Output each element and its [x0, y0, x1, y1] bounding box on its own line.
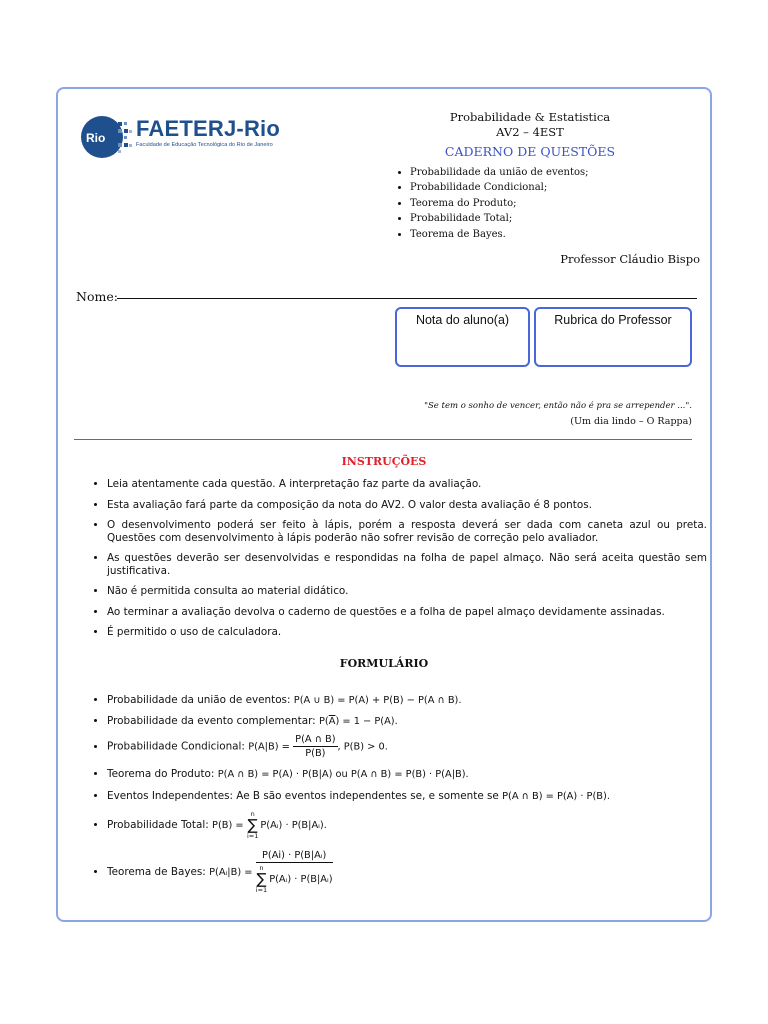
list-item: • Teorema do Produto;	[410, 196, 589, 211]
expr-part: , P(B) > 0.	[337, 741, 388, 753]
expr-part: P(B) =	[212, 820, 244, 831]
formula-expression	[319, 716, 398, 727]
formula-label: Probabilidade Condicional:	[107, 740, 245, 753]
expr-part: P(Aᵢ) · P(B|Aᵢ)	[269, 874, 333, 885]
formula-product	[107, 768, 469, 780]
list-item: • O desenvolvimento poderá ser feito à lápis, porém a resposta deverá ser dada com caneta azul ou preta. Questões com desenvolvimento à lápis poderão não sofrer revisão de correção pelo avaliador.	[107, 519, 707, 544]
name-label: Nome:	[76, 289, 118, 304]
list-item: • As questões deverão ser desenvolvidas e respondidas na folha de papel almaço. Não será aceita questão sem justificativa.	[107, 552, 707, 577]
formula-union	[107, 694, 461, 706]
professor-name: Professor Cláudio Bispo	[560, 252, 700, 266]
expr-part: P(Aᵢ) · P(B|Aᵢ).	[260, 820, 327, 831]
grade-box[interactable]: Nota do aluno(a)	[395, 307, 530, 367]
section-divider	[74, 439, 692, 440]
sum-lower: i=1	[255, 886, 268, 894]
list-item: • Não é permitida consulta ao material didático.	[107, 585, 707, 598]
list-item: • Teorema de Bayes.	[410, 227, 589, 242]
formula-label: Probabilidade da união de eventos:	[107, 694, 291, 706]
expr-part: $\overline{A}$	[328, 716, 336, 727]
list-item: • Probabilidade da união de eventos;	[410, 165, 589, 180]
logo-tagline: Faculdade de Educação Tecnológica do Rio de Janeiro	[136, 142, 273, 148]
sum-sigma-icon: ∑	[247, 816, 258, 834]
topics-list	[396, 165, 589, 242]
fraction-denominator	[256, 863, 333, 894]
formula-expression: P(A ∩ B) = P(A) · P(B|A) ou P(A ∩ B) = P(B) · P(A|B).	[217, 769, 469, 780]
sum-lower: i=1	[246, 832, 259, 840]
formula-complement	[107, 715, 398, 727]
fraction	[293, 734, 337, 759]
formula-independent	[107, 790, 610, 802]
summation	[256, 864, 267, 894]
fraction-denominator: P(B)	[305, 748, 326, 759]
sum-upper: n	[250, 810, 255, 818]
list-item: • Leia atentamente cada questão. A interpretação faz parte da avaliação.	[107, 478, 707, 491]
epigraph-source: (Um dia lindo – O Rappa)	[570, 416, 692, 427]
formulas-title: FORMULÁRIO	[339, 657, 429, 670]
logo-wordmark: FAETERJ-Rio	[136, 116, 280, 141]
instructions-title: INSTRUÇÕES	[341, 455, 427, 468]
logo-emblem-icon	[80, 112, 136, 162]
fraction-numerator: P(A ∩ B)	[295, 734, 336, 745]
list-item: • Probabilidade Total;	[410, 211, 589, 226]
list-item: • Ao terminar a avaliação devolva o caderno de questões e a folha de papel almaço devidamente assinadas.	[107, 606, 707, 619]
expr-part: P(A|B) =	[248, 741, 290, 753]
exam-header	[400, 110, 660, 159]
sum-sigma-icon: ∑	[256, 870, 267, 888]
course-title: Probabilidade & Estatistica	[449, 110, 611, 124]
list-item: • Esta avaliação fará parte da composição da nota do AV2. O valor desta avaliação é 8 pontos.	[107, 499, 707, 512]
list-item: • É permitido o uso de calculadora.	[107, 626, 707, 639]
epigraph-quote: "Se tem o sonho de vencer, então não é pra se arrepender ...".	[424, 401, 692, 411]
name-field[interactable]	[117, 298, 697, 299]
fraction	[256, 850, 333, 894]
expr-part: ) = 1 − P(A).	[335, 716, 398, 727]
formula-label: Probabilidade Total:	[107, 819, 209, 831]
expr-part: P(	[319, 716, 329, 727]
formula-expression: P(A ∩ B) = P(A) · P(B).	[502, 791, 610, 802]
formula-label: Probabilidade da evento complementar:	[107, 715, 316, 727]
list-item: • Probabilidade Condicional;	[410, 180, 589, 195]
formula-expression: P(A ∪ B) = P(A) + P(B) − P(A ∩ B).	[293, 695, 462, 706]
sum-upper: n	[259, 864, 264, 872]
formula-label: Teorema do Produto:	[107, 768, 215, 780]
expr-part: P(Aᵢ|B) =	[209, 867, 253, 878]
formula-label: Teorema de Bayes:	[107, 866, 206, 878]
logo-badge-text: Rio	[86, 131, 106, 145]
formula-total	[107, 810, 327, 840]
signature-box[interactable]: Rubrica do Professor	[534, 307, 692, 367]
formula-conditional	[107, 734, 388, 759]
summation	[247, 810, 258, 840]
booklet-title: CADERNO DE QUESTÕES	[444, 144, 616, 159]
formula-label: Eventos Independentes: Ae B são eventos independentes se, e somente se	[107, 790, 499, 802]
faeterj-logo	[80, 112, 290, 162]
instructions-list	[93, 478, 707, 647]
formula-bayes	[107, 850, 333, 894]
exam-code: AV2 – 4EST	[496, 125, 564, 139]
fraction-numerator: P(Ai) · P(B|Aᵢ)	[256, 850, 333, 863]
